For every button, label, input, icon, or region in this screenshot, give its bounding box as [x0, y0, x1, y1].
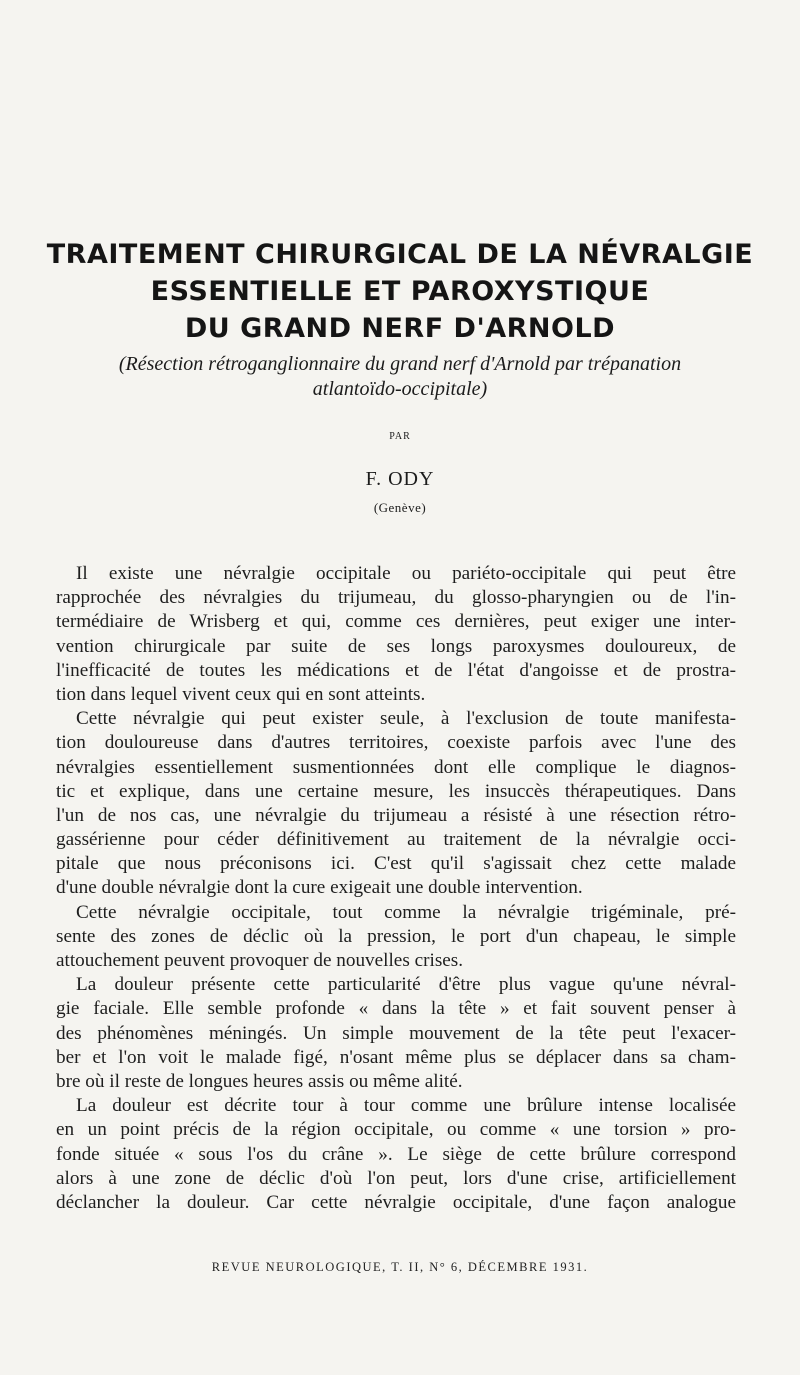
body-line: Cette névralgie occipitale, tout comme la névralgie trigéminale, pré-	[76, 901, 736, 923]
body-line: d'une double névralgie dont la cure exigeait une double intervention.	[56, 877, 583, 899]
body-line: sente des zones de déclic où la pression, le port d'un chapeau, le simple	[56, 925, 736, 947]
by-label: PAR	[389, 431, 411, 442]
body-line: en un point précis de la région occipitale, ou comme « une torsion » pro-	[56, 1119, 736, 1141]
body-line: La douleur présente cette particularité d'être plus vague qu'une névral-	[76, 974, 736, 996]
body-line: La douleur est décrite tour à tour comme une brûlure intense localisée	[76, 1095, 736, 1117]
body-line: alors à une zone de déclic d'où l'on peut, lors d'une crise, artificiellement	[56, 1167, 736, 1189]
body-line: termédiaire de Wrisberg et qui, comme ces dernières, peut exiger une inter-	[56, 611, 736, 633]
body-line: tion dans lequel vivent ceux qui en sont atteints.	[56, 683, 426, 705]
body-line: névralgies essentiellement susmentionnées dont elle complique le diagnos-	[56, 756, 736, 778]
body-line: gie faciale. Elle semble profonde « dans la tête » et fait souvent penser à	[56, 998, 736, 1020]
body-line: vention chirurgicale par suite de ses longs paroxysmes douloureux, de	[56, 635, 736, 657]
journal-footer: REVUE NEUROLOGIQUE, T. II, N° 6, DÉCEMBRE 1931.	[211, 1260, 589, 1274]
body-line: attouchement peuvent provoquer de nouvelles crises.	[56, 950, 464, 971]
author-name: F. ODY	[365, 468, 435, 490]
body-line: pitale que nous préconisons ici. C'est qu'il s'agissait chez cette malade	[56, 853, 736, 875]
body-line: tic et explique, dans une certaine mesure, les insuccès thérapeutiques. Dans	[56, 780, 736, 802]
body-line: des phénomènes méningés. Un simple mouvement de la tête peut l'exacer-	[56, 1022, 736, 1044]
body-line: fonde située « sous l'os du crâne ». Le siège de cette brûlure correspond	[56, 1143, 736, 1165]
article-subtitle	[40, 352, 760, 402]
body-line: gassérienne pour céder définitivement au traitement de la névralgie occi-	[56, 829, 736, 851]
body-line: ber et l'on voit le malade figé, n'osant même plus se déplacer dans sa cham-	[56, 1046, 736, 1068]
body-line: rapprochée des névralgies du trijumeau, du glosso-pharyngien ou de l'in-	[56, 587, 736, 609]
article-title	[40, 236, 760, 347]
body-line: l'inefficacité de toutes les médications et de l'état d'angoisse et de prostra-	[56, 659, 736, 681]
title-line: ESSENTIELLE ET PAROXYSTIQUE	[150, 276, 650, 307]
subtitle-line: (Résection rétroganglionnaire du grand nerf d'Arnold par trépanation	[118, 353, 682, 375]
body-line: Cette névralgie qui peut exister seule, à l'exclusion de toute manifesta-	[76, 708, 736, 730]
body-line: Il existe une névralgie occipitale ou pariéto-occipitale qui peut être	[76, 563, 736, 584]
body-line: l'un de nos cas, une névralgie du trijumeau a résisté à une résection rétro-	[56, 804, 736, 826]
article-body	[56, 562, 736, 1215]
author-affiliation: (Genève)	[373, 500, 427, 515]
title-line: TRAITEMENT CHIRURGICAL DE LA NÉVRALGIE	[46, 239, 754, 270]
subtitle-line: atlantoïdo-occipitale)	[312, 378, 488, 400]
title-line: DU GRAND NERF D'ARNOLD	[184, 313, 616, 344]
body-line: déclancher la douleur. Car cette névralgie occipitale, d'une façon analogue	[56, 1191, 736, 1213]
body-line: bre où il reste de longues heures assis ou même alité.	[56, 1070, 463, 1092]
body-line: tion douloureuse dans d'autres territoires, coexiste parfois avec l'une des	[56, 732, 736, 754]
